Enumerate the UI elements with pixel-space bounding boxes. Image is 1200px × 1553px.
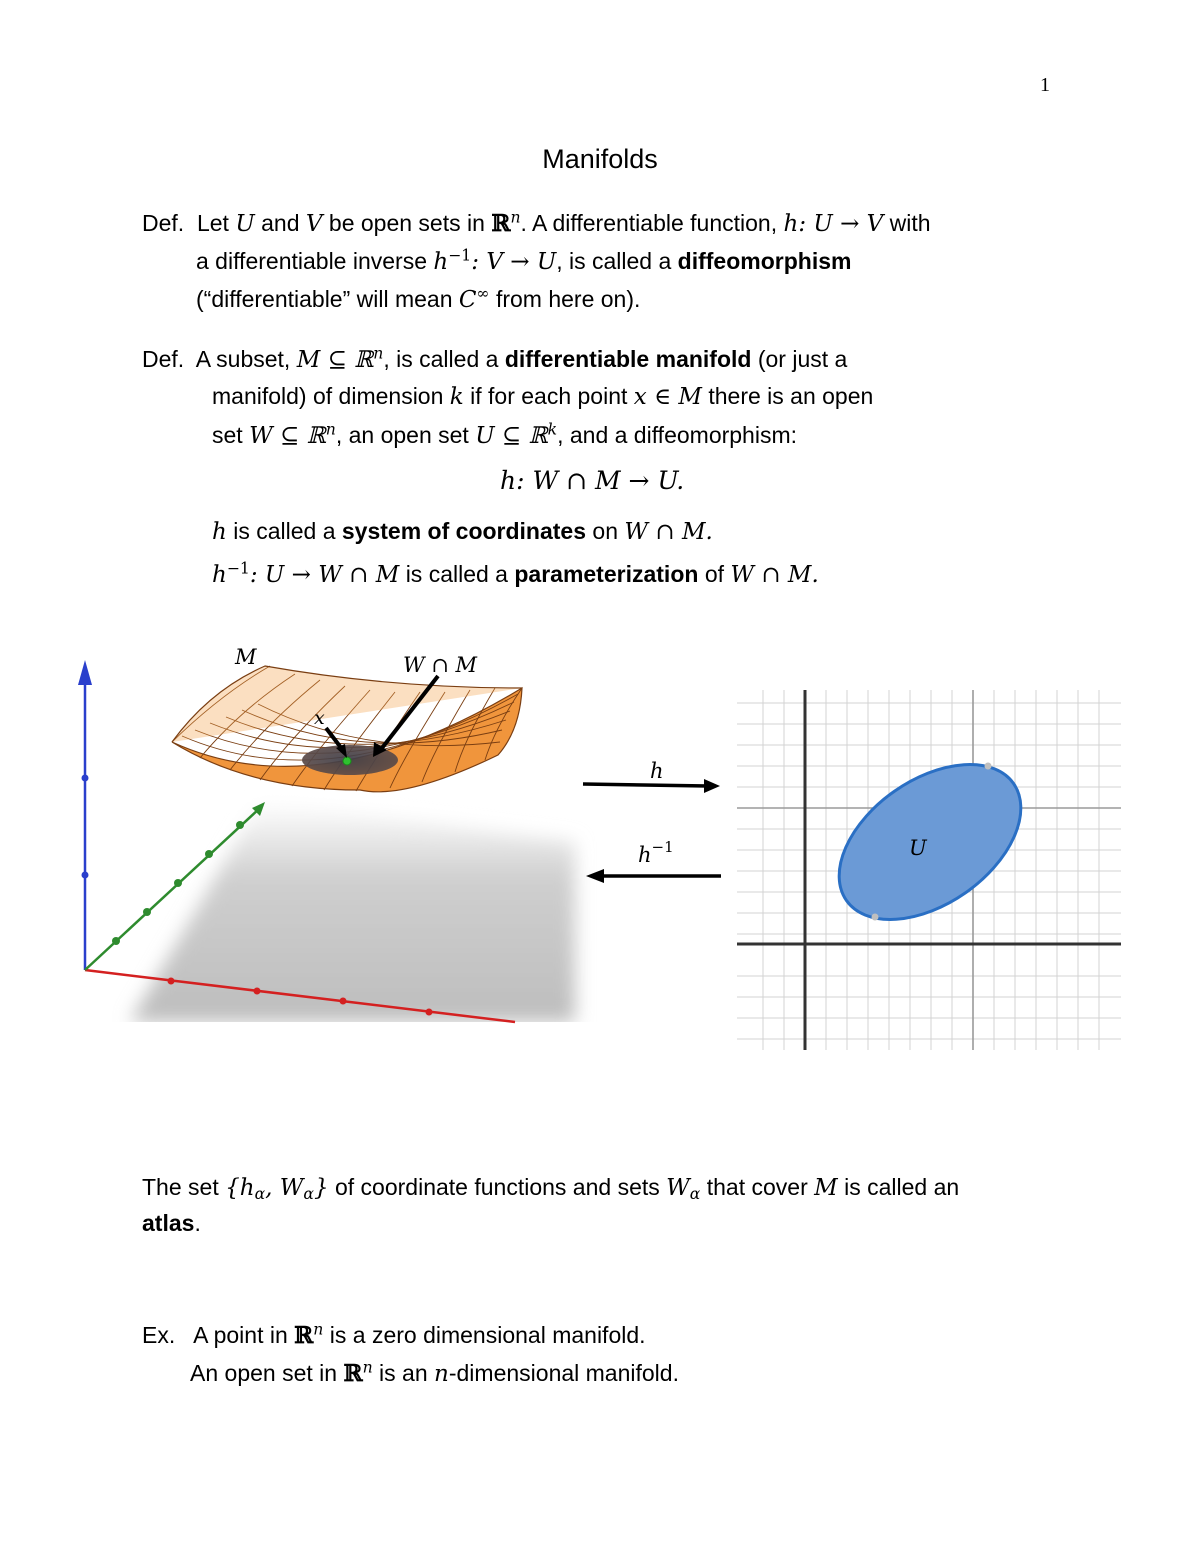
x-tick (426, 1009, 433, 1016)
def1-line2b: , is called a (556, 248, 672, 274)
def2-label: Def. (142, 346, 185, 372)
example-line1a: A point in (193, 1322, 288, 1348)
x-tick (254, 988, 261, 995)
math-n: n (510, 207, 521, 227)
math-W: W (666, 1175, 690, 1201)
def2-line2b: if for each point (470, 383, 628, 409)
atlas-text-b: of coordinate functions and sets (334, 1174, 660, 1200)
z-tick (82, 872, 89, 879)
def2-line6 (212, 559, 819, 590)
label-h-inverse: $h^{-1}$ (638, 838, 674, 867)
def1-and: and (261, 210, 300, 236)
math-k: k (449, 384, 464, 410)
def1-line3 (196, 284, 640, 315)
math-n: n (434, 1361, 449, 1387)
x-tick (168, 978, 175, 985)
def2-called: , is called a (383, 346, 499, 372)
z-tick (82, 775, 89, 782)
def1-label: Def. (142, 210, 185, 236)
atlas-line1 (142, 1172, 959, 1203)
math-n: n (313, 1319, 324, 1339)
math-set-close: } (313, 1175, 329, 1201)
def2-line2a: manifold) of dimension (212, 383, 444, 409)
def1-line3a: (“differentiable” will mean (196, 286, 453, 312)
example-label: Ex. (142, 1322, 176, 1348)
def2-line6a: is called a (405, 561, 508, 587)
math-infinity: ∞ (476, 283, 490, 303)
math-k: k (547, 419, 558, 439)
math-inverse-sup: −1 (226, 558, 250, 578)
math-n: n (373, 343, 384, 363)
example-line2c: -dimensional manifold. (448, 1360, 679, 1386)
term-atlas: atlas (142, 1210, 195, 1236)
def2-line2c: there is an open (708, 383, 874, 409)
y-tick (205, 850, 213, 858)
y-tick (143, 908, 151, 916)
example-line1b: is a zero dimensional manifold. (329, 1322, 646, 1348)
term-differentiable-manifold: differentiable manifold (504, 346, 752, 372)
math-M: M (814, 1175, 838, 1201)
def2-line5a: is called a (233, 518, 336, 544)
def2-line5 (212, 516, 713, 547)
atlas-text-c: that cover (706, 1174, 808, 1200)
control-point (872, 914, 879, 921)
label-U: U (909, 836, 927, 860)
shadow-plane (130, 802, 575, 1022)
example-line2b: is an (379, 1360, 428, 1386)
math-U: U (235, 211, 255, 237)
manifold-3d-figure (60, 630, 600, 1040)
math-h: h (783, 211, 799, 237)
math-alpha: α (689, 1183, 701, 1203)
def2-line3c: , and a diffeomorphism: (557, 422, 798, 448)
math-map-U-WcapM: : U → W ∩ M (249, 562, 400, 588)
label-h: h (650, 759, 664, 783)
def1-with: with (889, 210, 931, 236)
def1-text-a: . A differentiable function, (520, 210, 778, 236)
math-W-cap-M: W ∩ M. (730, 562, 819, 588)
math-inverse-sup: −1 (448, 245, 472, 265)
term-parameterization: parameterization (514, 561, 699, 587)
term-diffeomorphism: diffeomorphism (677, 248, 852, 274)
math-V: V (305, 211, 323, 237)
math-x-in-M: x ∈ M (633, 384, 702, 410)
def2-line5b: on (592, 518, 619, 544)
x-tick (340, 998, 347, 1005)
page-number: 1 (1040, 74, 1050, 96)
math-R: ℝ (294, 1322, 314, 1349)
control-point (985, 763, 992, 770)
math-M-subset-Rn: M ⊆ ℝ (296, 347, 374, 373)
y-tick (174, 879, 182, 887)
atlas-text-a: The set (142, 1174, 219, 1200)
example-line1 (142, 1320, 646, 1351)
def1-let: Let (196, 210, 229, 236)
point-x (343, 757, 351, 765)
def1-line3b: from here on). (495, 286, 641, 312)
math-C: C (458, 287, 477, 313)
y-tick (236, 821, 244, 829)
math-h: h (212, 562, 227, 588)
math-n: n (362, 1357, 373, 1377)
def2-line3a: set (212, 422, 243, 448)
math-set-open: {h (225, 1175, 255, 1201)
page-title: Manifolds (542, 144, 658, 174)
display-equation: h: W ∩ M → U. (500, 466, 685, 495)
math-alpha: α (303, 1183, 314, 1203)
def2-line1 (142, 344, 847, 375)
def2-line2 (212, 381, 873, 412)
atlas-text-d: is called an (844, 1174, 960, 1200)
math-n: n (325, 419, 336, 439)
math-R: ℝ (343, 1360, 363, 1387)
math-U-subset-Rk: U ⊆ ℝ (475, 423, 548, 449)
def2-line6b: of (704, 561, 724, 587)
math-h: h (212, 519, 227, 545)
math-R: ℝ (491, 210, 511, 237)
math-comma-W: , W (265, 1175, 304, 1201)
math-W-cap-M: W ∩ M. (624, 519, 713, 545)
arrow-h (583, 784, 708, 786)
label-W-cap-M: W ∩ M (403, 653, 478, 677)
math-h: h (433, 249, 449, 275)
map-arrows (578, 752, 728, 892)
atlas-line2 (142, 1208, 201, 1238)
math-W-subset-Rn: W ⊆ ℝ (249, 423, 326, 449)
atlas-period: . (194, 1210, 201, 1236)
y-tick (112, 937, 120, 945)
def2-line3 (212, 420, 797, 451)
label-M: M (235, 645, 257, 669)
math-map-UV: : U → V (798, 211, 884, 237)
def1-line1 (142, 208, 931, 239)
def2-line3b: , an open set (335, 422, 469, 448)
def1-line2a: a differentiable inverse (196, 248, 427, 274)
def1-be-open: be open sets in (328, 210, 485, 236)
def1-line2 (196, 246, 851, 277)
def2-a-subset: A subset, (195, 346, 291, 372)
def2-or-just: (or just a (757, 346, 848, 372)
math-map-VU: : V → U (471, 249, 557, 275)
coordinate-plane-figure (737, 690, 1121, 1050)
term-system-of-coordinates: system of coordinates (341, 518, 587, 544)
z-axis-arrowhead (78, 660, 92, 685)
example-line2 (190, 1358, 679, 1389)
example-line2a: An open set in (190, 1360, 338, 1386)
math-alpha: α (254, 1183, 266, 1203)
label-x: x (314, 707, 325, 729)
